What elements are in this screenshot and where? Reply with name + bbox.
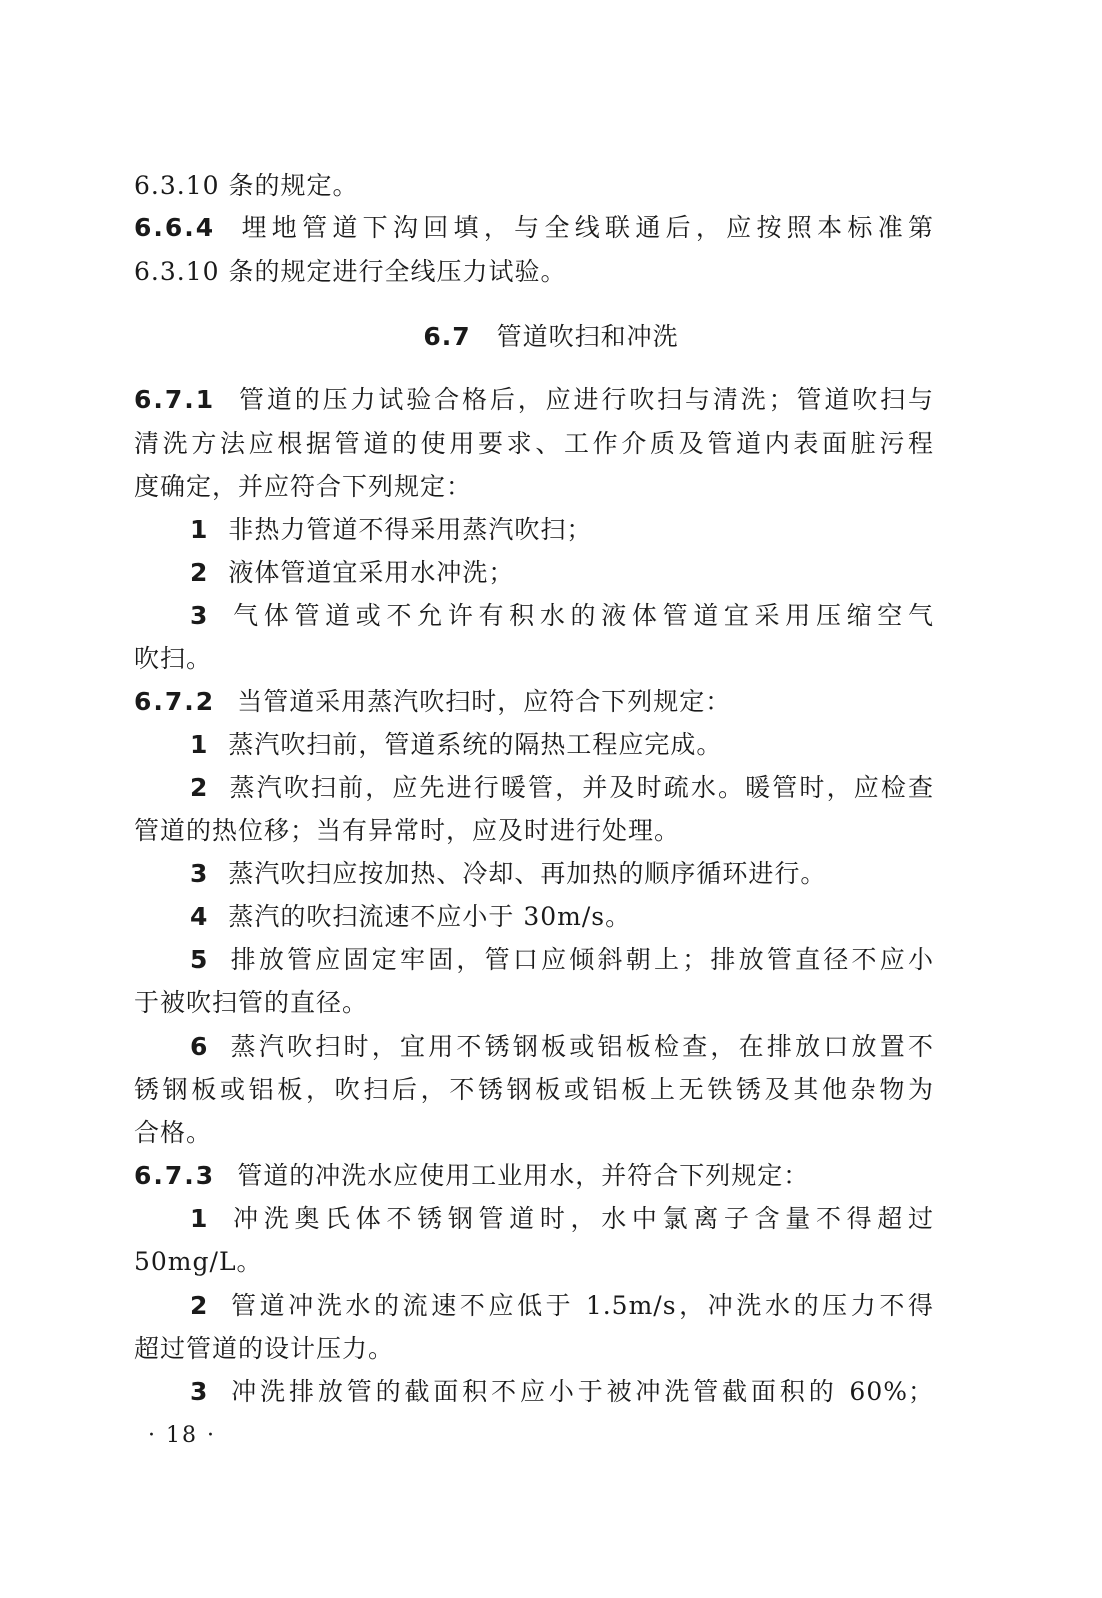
item-text: 气体管道或不允许有积水的液体管道宜采用压缩空气	[228, 601, 934, 630]
list-item	[190, 1290, 934, 1322]
item-text: 于被吹扫管的直径。	[134, 988, 369, 1017]
item-text: 蒸汽的吹扫流速不应小于 30m/s。	[228, 902, 632, 931]
item-number: 1	[190, 730, 209, 759]
paragraph-text: 埋地管道下沟回填，与全线联通后，应按照本标准第	[237, 213, 934, 242]
section-title: 管道吹扫和冲洗	[496, 322, 679, 351]
item-number: 5	[190, 945, 209, 974]
text-line	[134, 1333, 934, 1365]
item-number: 1	[190, 515, 209, 544]
item-text: 锈钢板或铝板，吹扫后，不锈钢板或铝板上无铁锈及其他杂物为	[134, 1075, 934, 1104]
paragraph-text: 管道的冲洗水应使用工业用水，并符合下列规定：	[237, 1161, 810, 1190]
clause-6-7-3	[134, 1160, 934, 1192]
item-text: 管道冲洗水的流速不应低于 1.5m/s，冲洗水的压力不得	[228, 1291, 934, 1320]
item-text: 蒸汽吹扫时，宜用不锈钢板或铝板检查，在排放口放置不	[228, 1032, 934, 1061]
item-number: 1	[190, 1204, 209, 1233]
clause-number: 6.6.4	[134, 213, 216, 242]
list-item	[190, 772, 934, 804]
text-line	[134, 170, 934, 202]
text-line	[134, 987, 934, 1019]
item-text: 蒸汽吹扫应按加热、冷却、再加热的顺序循环进行。	[228, 859, 827, 888]
item-text: 排放管应固定牢固，管口应倾斜朝上；排放管直径不应小	[228, 945, 934, 974]
item-number: 4	[190, 902, 209, 931]
item-number: 2	[190, 1291, 209, 1320]
list-item	[190, 514, 934, 546]
clause-number: 6.7.2	[134, 687, 216, 716]
item-number: 3	[190, 859, 209, 888]
text-line	[134, 471, 934, 503]
clause-6-6-4	[134, 212, 934, 244]
section-heading	[0, 321, 1102, 353]
text-line	[134, 1074, 934, 1106]
list-item	[190, 600, 934, 632]
list-item	[190, 1031, 934, 1063]
item-number: 3	[190, 601, 209, 630]
item-text: 液体管道宜采用水冲洗；	[228, 558, 515, 587]
text-line	[134, 256, 934, 288]
paragraph-text: 管道的压力试验合格后，应进行吹扫与清洗；管道吹扫与	[237, 385, 934, 414]
item-number: 3	[190, 1377, 209, 1406]
item-text: 合格。	[134, 1118, 213, 1147]
clause-number: 6.7.1	[134, 385, 216, 414]
list-item	[190, 557, 934, 589]
item-text: 吹扫。	[134, 644, 213, 673]
list-item	[190, 729, 934, 761]
item-text: 蒸汽吹扫前，应先进行暖管，并及时疏水。暖管时，应检查	[228, 773, 934, 802]
clause-6-7-1	[134, 384, 934, 416]
item-text: 非热力管道不得采用蒸汽吹扫；	[228, 515, 593, 544]
text-line	[134, 428, 934, 460]
item-number: 2	[190, 558, 209, 587]
item-text: 冲洗排放管的截面积不应小于被冲洗管截面积的 60%；	[228, 1377, 934, 1406]
section-number: 6.7	[423, 322, 471, 351]
text-line	[134, 643, 934, 675]
item-text: 50mg/L。	[134, 1247, 263, 1276]
paragraph-text: 度确定，并应符合下列规定：	[134, 472, 473, 501]
page-number: · 18 ·	[148, 1423, 216, 1448]
paragraph-text: 6.3.10 条的规定。	[134, 171, 359, 200]
text-line	[134, 1117, 934, 1149]
item-text: 蒸汽吹扫前，管道系统的隔热工程应完成。	[228, 730, 723, 759]
clause-6-7-2	[134, 686, 934, 718]
list-item	[190, 1376, 934, 1408]
list-item	[190, 901, 934, 933]
text-line	[134, 815, 934, 847]
item-number: 2	[190, 773, 209, 802]
item-number: 6	[190, 1032, 209, 1061]
paragraph-text: 清洗方法应根据管道的使用要求、工作介质及管道内表面脏污程	[134, 429, 934, 458]
text-line	[134, 1246, 934, 1278]
clause-number: 6.7.3	[134, 1161, 216, 1190]
list-item	[190, 1203, 934, 1235]
list-item	[190, 944, 934, 976]
paragraph-text: 6.3.10 条的规定进行全线压力试验。	[134, 257, 567, 286]
paragraph-text: 当管道采用蒸汽吹扫时，应符合下列规定：	[237, 687, 732, 716]
item-text: 冲洗奥氏体不锈钢管道时，水中氯离子含量不得超过	[228, 1204, 934, 1233]
list-item	[190, 858, 934, 890]
item-text: 管道的热位移；当有异常时，应及时进行处理。	[134, 816, 681, 845]
item-text: 超过管道的设计压力。	[134, 1334, 395, 1363]
